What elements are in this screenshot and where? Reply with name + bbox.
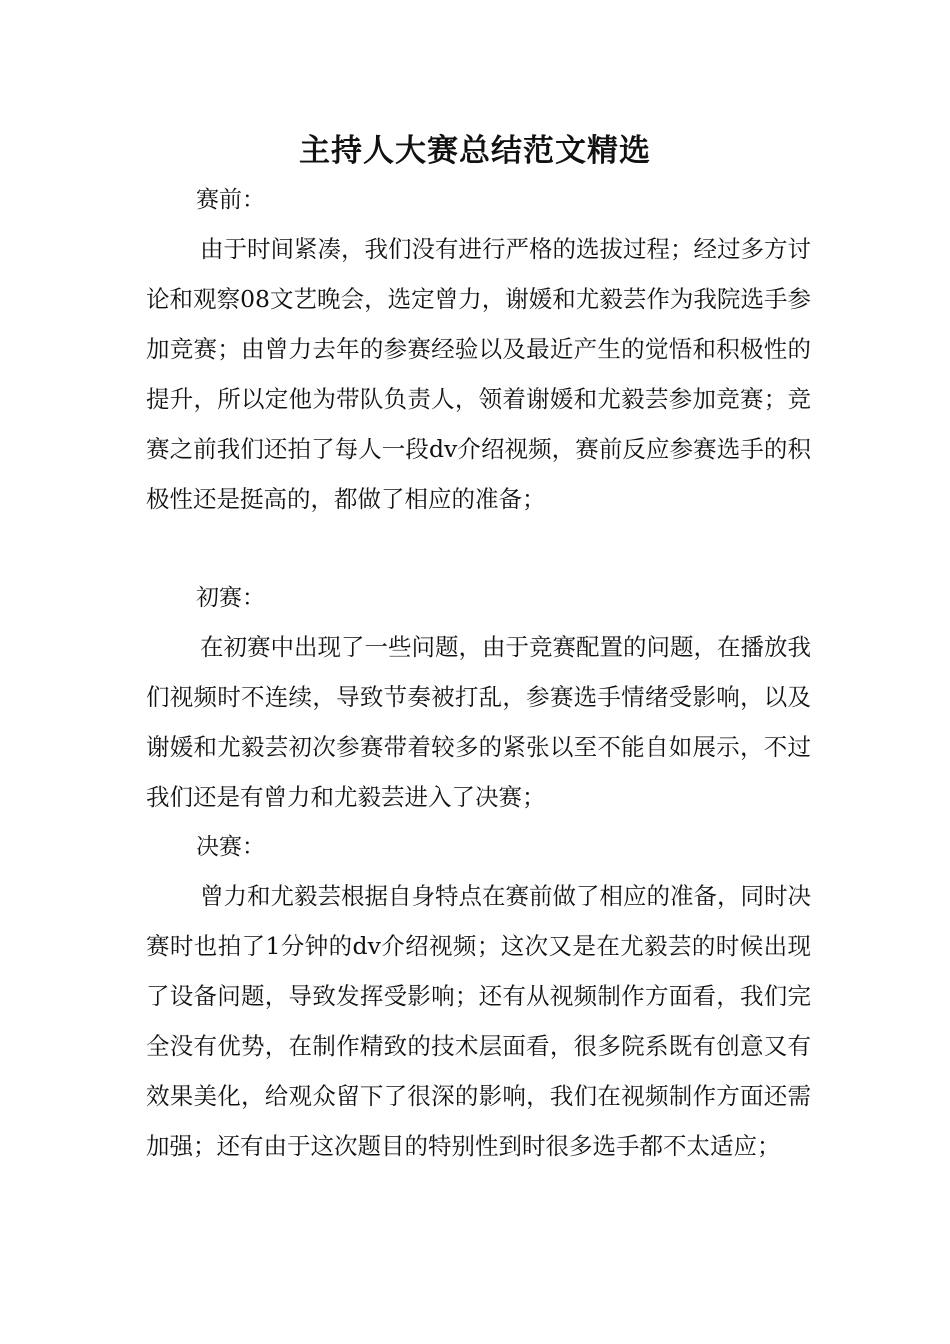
section-body-pre-contest: 由于时间紧凑，我们没有进行严格的选拔过程；经过多方讨论和观察08文艺晚会，选定曾力，谢媛和尤毅芸作为我院选手参加竞赛；由曾力去年的参赛经验以及最近产生的觉悟和积极性的提升，所以定他为带队负责人，领着谢媛和尤毅芸参加竞赛；竞赛之前我们还拍了每人一段dv介绍视频，赛前反应参赛选手的积极性还是挺高的，都做了相应的准备； <box>146 235 811 513</box>
section-heading-pre-contest: 赛前： <box>196 187 265 213</box>
document-title: 主持人大赛总结范文精选 <box>299 133 651 169</box>
section-body-preliminary: 在初赛中出现了一些问题，由于竞赛配置的问题，在播放我们视频时不连续，导致节奏被打乱，参赛选手情绪受影响，以及谢媛和尤毅芸初次参赛带着较多的紧张以至不能自如展示，不过我们还是有曾力和尤毅芸进入了决赛； <box>146 633 811 811</box>
section-heading-final: 决赛： <box>196 834 265 860</box>
section-body-final: 曾力和尤毅芸根据自身特点在赛前做了相应的准备，同时决赛时也拍了1分钟的dv介绍视频；这次又是在尤毅芸的时候出现了设备问题，导致发挥受影响；还有从视频制作方面看，我们完全没有优势，在制作精致的技术层面看，很多院系既有创意又有效果美化，给观众留下了很深的影响，我们在视频制作方面还需加强；还有由于这次题目的特别性到时很多选手都不太适应； <box>146 882 811 1160</box>
section-heading-preliminary: 初赛： <box>196 585 265 611</box>
